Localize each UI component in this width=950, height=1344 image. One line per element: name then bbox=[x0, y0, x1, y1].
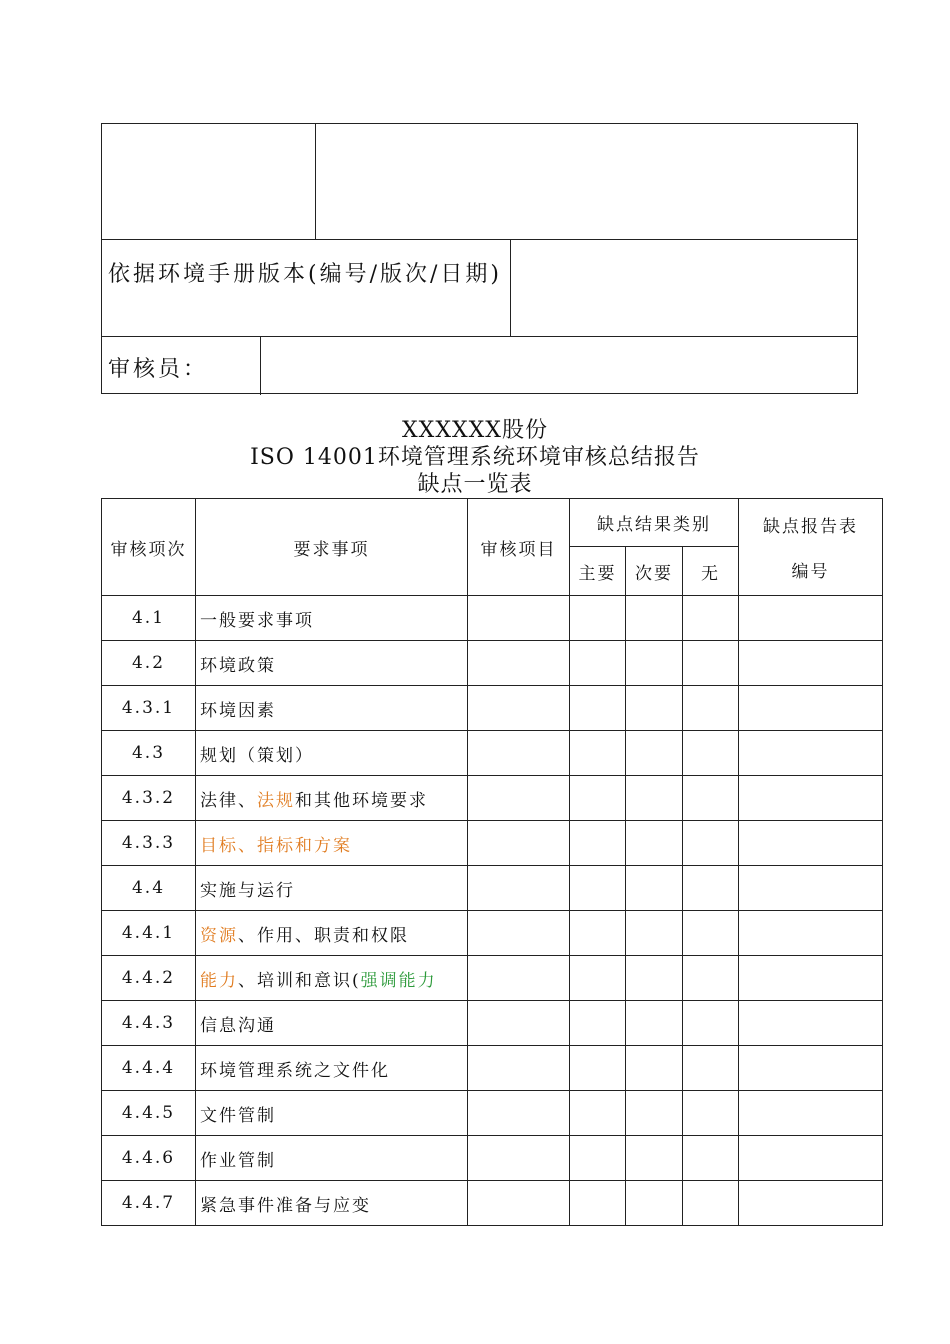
header-report-no-line2: 编号 bbox=[791, 562, 830, 582]
info-blank-left bbox=[102, 124, 316, 239]
audit-item-cell[interactable] bbox=[468, 641, 570, 686]
audit-item-cell[interactable] bbox=[468, 1181, 570, 1226]
requirement-text-part: 和其他环境要求 bbox=[295, 790, 428, 811]
defects-table bbox=[101, 498, 883, 1226]
requirement-text bbox=[196, 1091, 468, 1136]
audit-item-cell[interactable] bbox=[468, 911, 570, 956]
minor-cell[interactable] bbox=[626, 1136, 683, 1181]
report-no-cell[interactable] bbox=[739, 731, 883, 776]
minor-cell[interactable] bbox=[626, 1046, 683, 1091]
table-row bbox=[102, 1046, 883, 1091]
report-no-cell[interactable] bbox=[739, 1181, 883, 1226]
audit-item-cell[interactable] bbox=[468, 686, 570, 731]
requirement-text-part: 环境管理系统之文件化 bbox=[200, 1060, 390, 1081]
table-row bbox=[102, 821, 883, 866]
requirement-text-part: 作业管制 bbox=[200, 1150, 276, 1171]
header-item-no: 审核项次 bbox=[102, 499, 196, 596]
info-table bbox=[101, 123, 858, 394]
major-cell[interactable] bbox=[570, 776, 626, 821]
auditor-label: 审核员： bbox=[108, 357, 209, 382]
company-title: XXXXXX股份 bbox=[402, 418, 548, 443]
header-audit-item: 审核项目 bbox=[468, 499, 570, 596]
none-cell[interactable] bbox=[683, 641, 739, 686]
requirement-text-part: 规划（策划） bbox=[200, 745, 314, 766]
report-no-cell[interactable] bbox=[739, 821, 883, 866]
major-cell[interactable] bbox=[570, 821, 626, 866]
manual-version-value[interactable] bbox=[511, 240, 857, 336]
report-no-cell[interactable] bbox=[739, 776, 883, 821]
item-number: 4.4.3 bbox=[102, 1001, 196, 1046]
requirement-text bbox=[196, 821, 468, 866]
item-number: 4.4.4 bbox=[102, 1046, 196, 1091]
none-cell[interactable] bbox=[683, 596, 739, 641]
item-number: 4.4.6 bbox=[102, 1136, 196, 1181]
minor-cell[interactable] bbox=[626, 911, 683, 956]
table-row bbox=[102, 686, 883, 731]
minor-cell[interactable] bbox=[626, 686, 683, 731]
report-no-cell[interactable] bbox=[739, 1091, 883, 1136]
requirement-text bbox=[196, 866, 468, 911]
none-cell[interactable] bbox=[683, 866, 739, 911]
none-cell[interactable] bbox=[683, 956, 739, 1001]
major-cell[interactable] bbox=[570, 641, 626, 686]
table-row bbox=[102, 911, 883, 956]
header-minor: 次要 bbox=[626, 547, 683, 596]
major-cell[interactable] bbox=[570, 1046, 626, 1091]
item-number: 4.1 bbox=[102, 596, 196, 641]
report-subtitle: 缺点一览表 bbox=[417, 472, 533, 497]
item-number: 4.3.3 bbox=[102, 821, 196, 866]
requirement-text-part: 文件管制 bbox=[200, 1105, 276, 1126]
minor-cell[interactable] bbox=[626, 776, 683, 821]
audit-item-cell[interactable] bbox=[468, 866, 570, 911]
header-report-no-line1: 缺点报告表 bbox=[763, 517, 859, 537]
major-cell[interactable] bbox=[570, 956, 626, 1001]
requirement-text-part: 信息沟通 bbox=[200, 1015, 276, 1036]
report-no-cell[interactable] bbox=[739, 1136, 883, 1181]
table-row bbox=[102, 866, 883, 911]
none-cell[interactable] bbox=[683, 1136, 739, 1181]
major-cell[interactable] bbox=[570, 686, 626, 731]
report-no-cell[interactable] bbox=[739, 1046, 883, 1091]
info-row-manual-version bbox=[102, 240, 857, 337]
item-number: 4.3.1 bbox=[102, 686, 196, 731]
requirement-text bbox=[196, 1001, 468, 1046]
manual-version-label-cell bbox=[102, 240, 511, 336]
requirement-text-part: 强调能力 bbox=[360, 970, 437, 991]
table-row bbox=[102, 1181, 883, 1226]
requirement-text-part: 、作用、职责和权限 bbox=[238, 925, 409, 946]
requirement-text bbox=[196, 731, 468, 776]
info-blank-right bbox=[316, 124, 857, 239]
requirement-text-part: 环境政策 bbox=[200, 655, 276, 676]
requirement-text-part: 紧急事件准备与应变 bbox=[200, 1195, 371, 1216]
table-row bbox=[102, 641, 883, 686]
report-no-cell[interactable] bbox=[739, 641, 883, 686]
item-number: 4.4.2 bbox=[102, 956, 196, 1001]
none-cell[interactable] bbox=[683, 1046, 739, 1091]
minor-cell[interactable] bbox=[626, 821, 683, 866]
requirement-text-part: 法规 bbox=[257, 790, 295, 811]
item-number: 4.4.1 bbox=[102, 911, 196, 956]
requirement-text bbox=[196, 776, 468, 821]
minor-cell[interactable] bbox=[626, 866, 683, 911]
requirement-text-part: 一般要求事项 bbox=[200, 610, 314, 631]
header-report-no bbox=[739, 499, 883, 596]
table-row bbox=[102, 596, 883, 641]
none-cell[interactable] bbox=[683, 1091, 739, 1136]
audit-item-cell[interactable] bbox=[468, 596, 570, 641]
requirement-text bbox=[196, 686, 468, 731]
audit-item-cell[interactable] bbox=[468, 821, 570, 866]
none-cell[interactable] bbox=[683, 1001, 739, 1046]
minor-cell[interactable] bbox=[626, 641, 683, 686]
minor-cell[interactable] bbox=[626, 1181, 683, 1226]
item-number: 4.4.5 bbox=[102, 1091, 196, 1136]
requirement-text-part: 实施与运行 bbox=[200, 880, 295, 901]
audit-item-cell[interactable] bbox=[468, 956, 570, 1001]
auditor-label-cell bbox=[102, 337, 261, 395]
none-cell[interactable] bbox=[683, 776, 739, 821]
requirement-text bbox=[196, 596, 468, 641]
requirement-text bbox=[196, 956, 468, 1001]
minor-cell[interactable] bbox=[626, 1001, 683, 1046]
table-row bbox=[102, 776, 883, 821]
report-title: ISO 14001环境管理系统环境审核总结报告 bbox=[250, 445, 700, 470]
requirement-text bbox=[196, 641, 468, 686]
audit-item-cell[interactable] bbox=[468, 1046, 570, 1091]
header-result-category: 缺点结果类别 bbox=[570, 499, 739, 547]
header-row-1 bbox=[102, 499, 883, 547]
requirement-text bbox=[196, 1136, 468, 1181]
audit-item-cell[interactable] bbox=[468, 1091, 570, 1136]
table-row bbox=[102, 1001, 883, 1046]
major-cell[interactable] bbox=[570, 1091, 626, 1136]
none-cell[interactable] bbox=[683, 821, 739, 866]
auditor-value[interactable] bbox=[261, 337, 857, 395]
report-no-cell[interactable] bbox=[739, 686, 883, 731]
requirement-text-part: 能力 bbox=[200, 970, 238, 991]
minor-cell[interactable] bbox=[626, 731, 683, 776]
table-row bbox=[102, 956, 883, 1001]
major-cell[interactable] bbox=[570, 911, 626, 956]
major-cell[interactable] bbox=[570, 1181, 626, 1226]
audit-item-cell[interactable] bbox=[468, 1001, 570, 1046]
major-cell[interactable] bbox=[570, 731, 626, 776]
requirement-text-part: 目标、指标和方案 bbox=[200, 835, 352, 856]
none-cell[interactable] bbox=[683, 911, 739, 956]
major-cell[interactable] bbox=[570, 1001, 626, 1046]
item-number: 4.3 bbox=[102, 731, 196, 776]
info-row-auditor bbox=[102, 337, 857, 395]
table-row bbox=[102, 731, 883, 776]
item-number: 4.4 bbox=[102, 866, 196, 911]
header-requirement: 要求事项 bbox=[196, 499, 468, 596]
minor-cell[interactable] bbox=[626, 596, 683, 641]
table-row bbox=[102, 1091, 883, 1136]
report-titles bbox=[0, 417, 950, 498]
requirement-text bbox=[196, 911, 468, 956]
major-cell[interactable] bbox=[570, 596, 626, 641]
item-number: 4.3.2 bbox=[102, 776, 196, 821]
audit-item-cell[interactable] bbox=[468, 1136, 570, 1181]
info-row-blank bbox=[102, 124, 857, 240]
minor-cell[interactable] bbox=[626, 1091, 683, 1136]
header-major: 主要 bbox=[570, 547, 626, 596]
requirement-text bbox=[196, 1181, 468, 1226]
item-number: 4.2 bbox=[102, 641, 196, 686]
report-no-cell[interactable] bbox=[739, 596, 883, 641]
report-no-cell[interactable] bbox=[739, 1001, 883, 1046]
report-no-cell[interactable] bbox=[739, 956, 883, 1001]
audit-item-cell[interactable] bbox=[468, 731, 570, 776]
report-no-cell[interactable] bbox=[739, 911, 883, 956]
report-no-cell[interactable] bbox=[739, 866, 883, 911]
major-cell[interactable] bbox=[570, 866, 626, 911]
none-cell[interactable] bbox=[683, 731, 739, 776]
requirement-text-part: 资源 bbox=[200, 925, 238, 946]
requirement-text bbox=[196, 1046, 468, 1091]
requirement-text-part: 、培训和意识( bbox=[238, 970, 361, 991]
major-cell[interactable] bbox=[570, 1136, 626, 1181]
manual-version-label: 依据环境手册版本(编号/版次/日期) bbox=[108, 262, 502, 287]
table-row bbox=[102, 1136, 883, 1181]
none-cell[interactable] bbox=[683, 686, 739, 731]
header-none: 无 bbox=[683, 547, 739, 596]
requirement-text-part: 环境因素 bbox=[200, 700, 276, 721]
item-number: 4.4.7 bbox=[102, 1181, 196, 1226]
none-cell[interactable] bbox=[683, 1181, 739, 1226]
requirement-text-part: 法律、 bbox=[200, 790, 257, 811]
minor-cell[interactable] bbox=[626, 956, 683, 1001]
audit-item-cell[interactable] bbox=[468, 776, 570, 821]
